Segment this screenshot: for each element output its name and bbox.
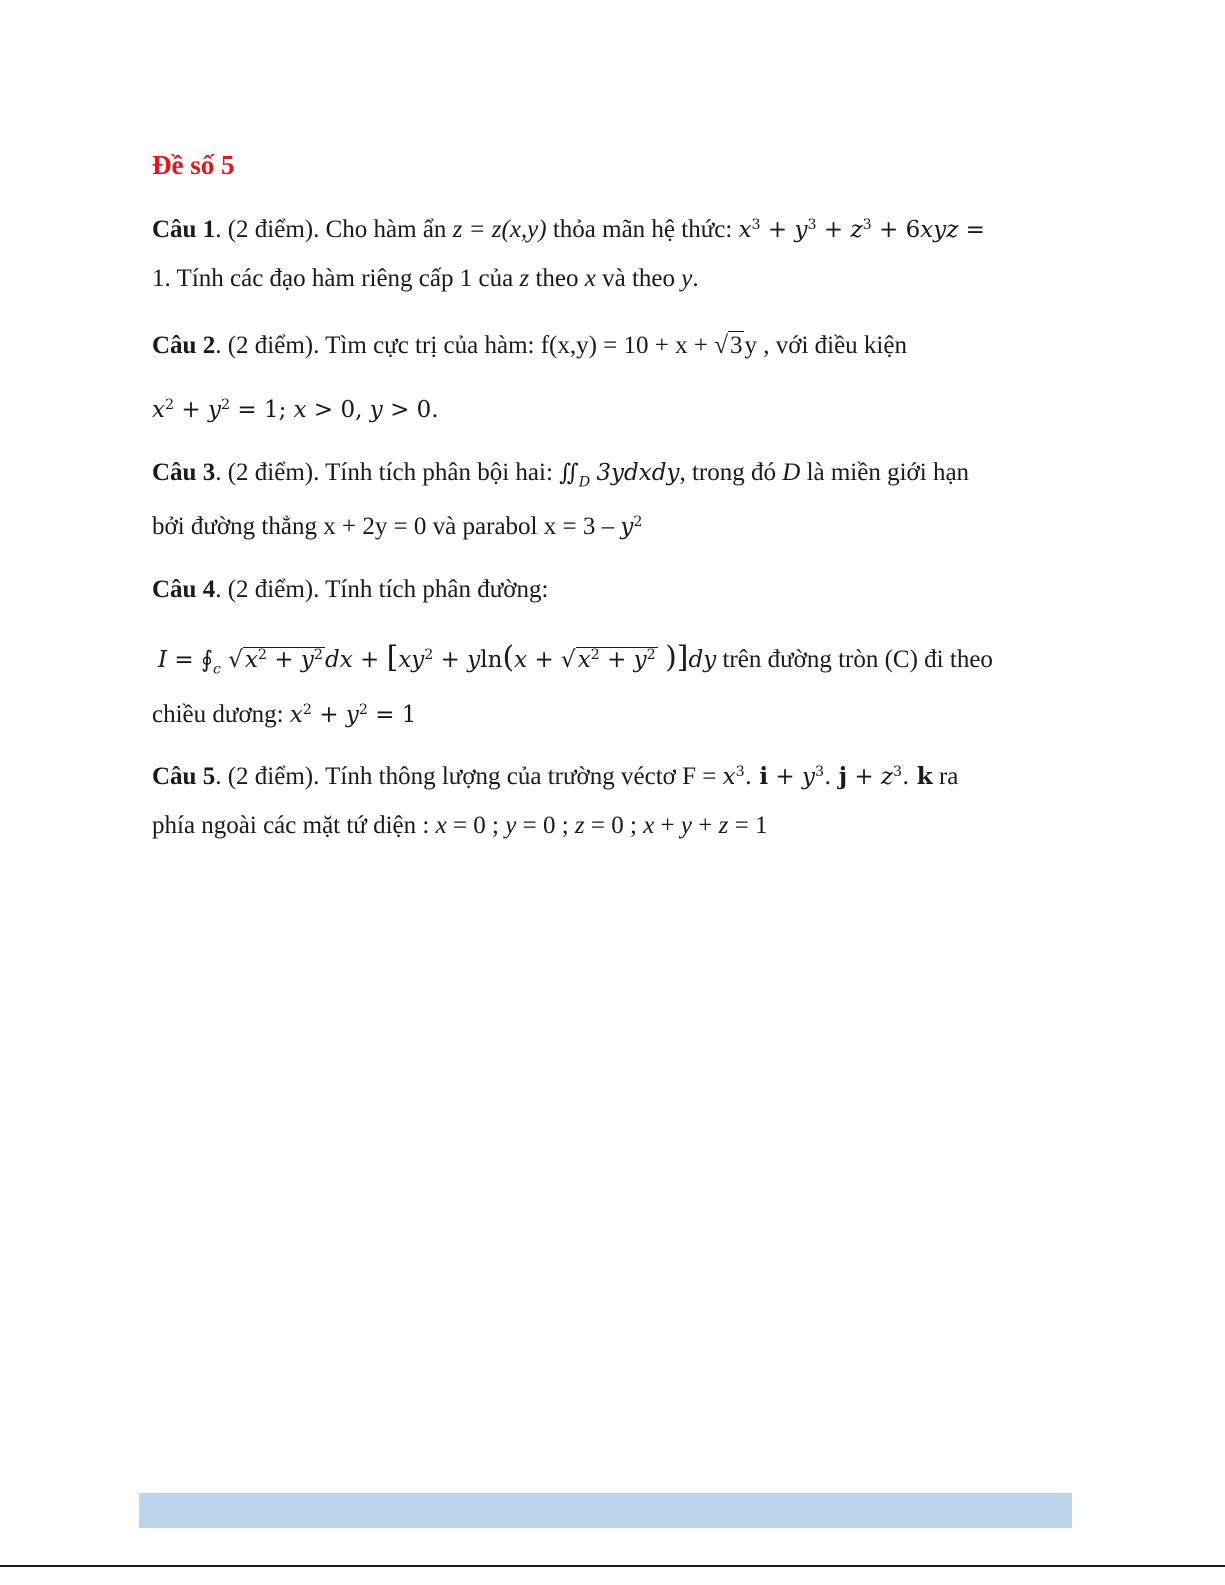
question-5-line-1 [152, 759, 958, 795]
question-1-label: Câu 1 [152, 216, 216, 243]
double-integral-symbol: $∬_D$ [559, 460, 591, 491]
question-3-integrand: 3ydxdy [596, 460, 680, 486]
question-1-task-a: 1. Tính các đạo hàm riêng cấp 1 của [152, 265, 520, 292]
question-3-mid: , trong đó [679, 459, 783, 486]
question-1-var-z: z [519, 265, 530, 292]
question-2-label: Câu 2 [152, 332, 216, 359]
question-5-intro: . (2 điểm). Tính thông lượng của trường véctơ F = [215, 763, 723, 790]
question-3-tail: là miền giới hạn [800, 459, 970, 486]
question-1-end: . [692, 265, 699, 292]
question-5-line-2 [152, 808, 767, 844]
question-3-line-2: bởi đường thẳng x + 2y = 0 và parabol $x = 3 - y^2$ [152, 513, 643, 540]
question-3-line-1 [152, 455, 969, 491]
exam-title: Đề số 5 [152, 150, 235, 180]
question-4-integral [158, 640, 993, 678]
question-2-tail: y , với điều kiện [744, 332, 907, 359]
question-2-line-1 [152, 328, 907, 364]
question-4-tail: trên đường tròn (C) đi theo [716, 646, 993, 673]
question-4-intro: . (2 điểm). Tính tích phân đường: [215, 576, 549, 603]
page-bottom-rule [0, 1565, 1225, 1567]
question-2-intro: . (2 điểm). Tìm cực trị của hàm: f(x,y) = 10 + x + [215, 332, 715, 359]
vector-field: $x^3$. $i + y^3$. $j + z^3$. k [722, 763, 933, 790]
question-1-line-1 [152, 212, 985, 248]
question-5-tail: ra [932, 763, 959, 790]
footer-bar [139, 1493, 1072, 1528]
line-integral-formula: $I = ∮_c$ $√x^2 + y^2dx + [xy^2 + yln(x + √x^2 + y^2$ )]dy [158, 640, 717, 678]
sqrt-argument: 3 [729, 332, 743, 359]
question-5-surfaces: x = 0 ; y = 0 ; z = 0 ; x + y + z = 1 [435, 812, 768, 839]
question-1-relation-label: thỏa mãn hệ thức: [546, 216, 739, 243]
question-4-line-3: chiều dương: $x^2 + y^2 = 1$ [152, 701, 417, 728]
question-4-label: Câu 4 [152, 576, 216, 603]
question-1-var-y: y [681, 265, 693, 292]
question-5-surfaces-label: phía ngoài các mặt tứ diện : [152, 812, 436, 839]
question-1-equation: $x^3 + y^3 + z^3 + 6xyz$ = [738, 217, 985, 243]
question-1-intro: . (2 điểm). Cho hàm ẩn [215, 216, 453, 243]
question-3-var-D: D [782, 459, 801, 486]
question-1-line-2 [152, 261, 699, 297]
question-1-implicit-function: z = z(x,y) [452, 216, 547, 243]
question-3-intro: . (2 điểm). Tính tích phân bội hai: [215, 459, 560, 486]
question-3-region: bởi đường thẳng x + 2y = 0 và parabol x = 3 – [152, 513, 621, 540]
question-5-label: Câu 5 [152, 763, 216, 790]
question-1-var-x: x [584, 265, 596, 292]
question-1-task-b: theo [529, 265, 585, 292]
question-1-task-c: và theo [595, 265, 682, 292]
question-3-label: Câu 3 [152, 459, 216, 486]
question-4-line-1 [152, 572, 548, 608]
question-2-constraint: $x^2 + y^2 = 1$; x > 0, y > 0. [152, 397, 439, 423]
question-4-orientation: chiều dương: [152, 701, 290, 728]
sqrt-symbol: √3 [714, 332, 743, 359]
